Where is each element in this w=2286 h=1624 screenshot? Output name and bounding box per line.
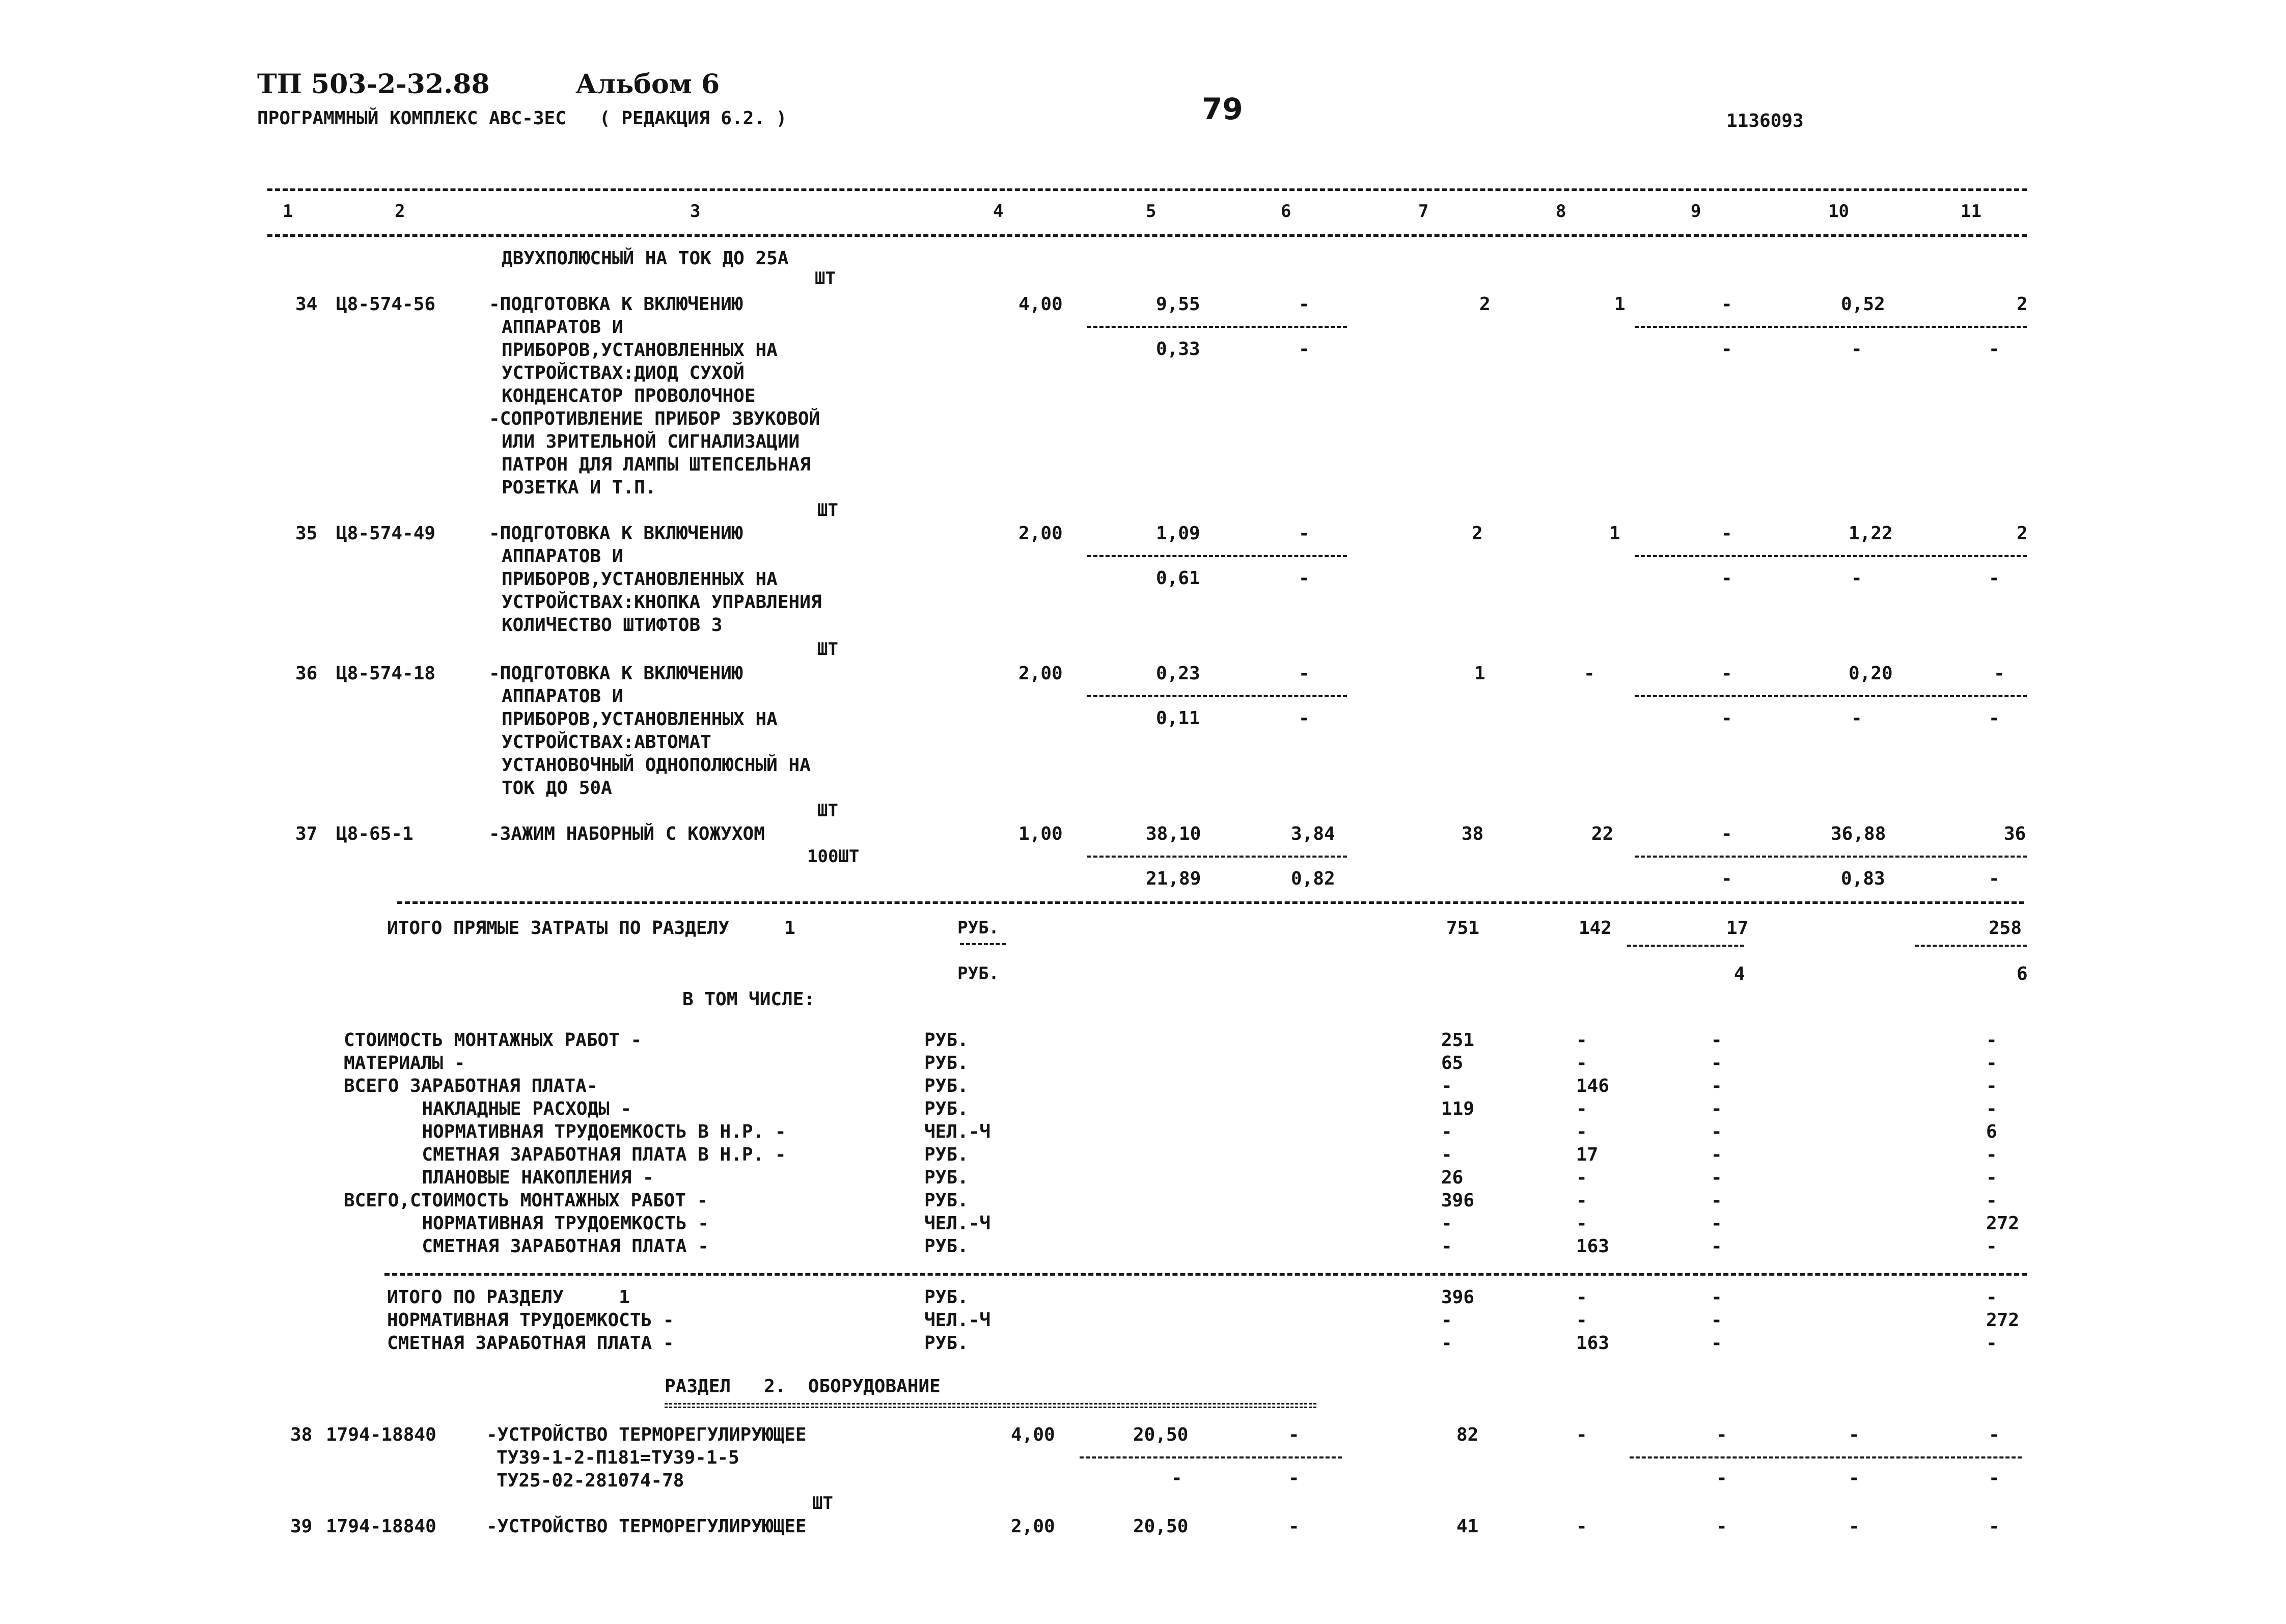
item-desc-line: РОЗЕТКА И Т.П. [502, 477, 656, 498]
cell-col11-b: - [1989, 1468, 2000, 1489]
cell-col11-b: - [1989, 708, 2000, 729]
breakdown-col9: - [1711, 1098, 1722, 1119]
cell-col5: 38,10 [1146, 823, 1201, 844]
item-desc-line: КОНДЕНСАТОР ПРОВОЛОЧНОЕ [502, 386, 756, 406]
item-desc-line: АППАРАТОВ И [502, 686, 623, 707]
breakdown-col8: - [1576, 1030, 1587, 1051]
item-qty: 4,00 [1011, 1424, 1055, 1445]
fraction-rule [1630, 1456, 2022, 1458]
section-total-col9: - [1711, 1310, 1722, 1331]
fraction-rule [1627, 945, 1744, 947]
section-total-unit: ЧЕЛ.-Ч [924, 1310, 991, 1331]
item-desc-line: ТУ25-02-281074-78 [497, 1470, 684, 1491]
col-6: 6 [1281, 201, 1291, 222]
item-desc-line: -УСТРОЙСТВО ТЕРМОРЕГУЛИРУЮЩЕЕ [486, 1424, 807, 1445]
breakdown-col11: 272 [1986, 1213, 2020, 1234]
breakdown-col11: - [1986, 1030, 1997, 1051]
cell-col10-b: - [1851, 339, 1862, 360]
section-total-unit: РУБ. [924, 1287, 969, 1308]
breakdown-col9: - [1711, 1213, 1722, 1234]
fraction-rule [1635, 555, 2027, 557]
section-total-label: НОРМАТИВНАЯ ТРУДОЕМКОСТЬ - [387, 1310, 674, 1331]
cell-col8: 1 [1614, 294, 1626, 315]
col-8: 8 [1556, 201, 1566, 222]
cell-col5-b: 21,89 [1146, 868, 1201, 889]
fraction-rule [1635, 326, 2027, 328]
section2-title: РАЗДЕЛ 2. ОБОРУДОВАНИЕ [665, 1376, 941, 1397]
item-number: 38 [290, 1424, 313, 1445]
unit-label: 100ШТ [807, 846, 860, 867]
unit-label: ШТ [817, 500, 838, 520]
section-total-col11: - [1986, 1287, 1997, 1308]
col-4: 4 [993, 201, 1004, 222]
breakdown-col8: 163 [1576, 1236, 1610, 1257]
unit-label: ШТ [817, 801, 838, 821]
total-direct-col8: 142 [1579, 918, 1612, 939]
total-direct-col7: 751 [1446, 918, 1480, 939]
breakdown-col11: - [1986, 1167, 1997, 1188]
cell-col7: 41 [1456, 1516, 1479, 1537]
cell-col11-b: - [1989, 868, 2000, 889]
col-3: 3 [690, 201, 701, 222]
total-direct-col11-b: 6 [2017, 964, 2028, 984]
item-desc-line: -ПОДГОТОВКА К ВКЛЮЧЕНИЮ [489, 663, 743, 684]
cell-col6-b: - [1299, 708, 1310, 729]
breakdown-col8: - [1576, 1053, 1587, 1074]
breakdown-unit: РУБ. [924, 1053, 969, 1074]
col-5: 5 [1146, 201, 1156, 222]
cell-col10-b: - [1849, 1468, 1860, 1489]
total-direct-unit: РУБ. [957, 918, 999, 938]
breakdown-col9: - [1711, 1144, 1722, 1165]
breakdown-col9: - [1711, 1053, 1722, 1074]
header-bottom-rule [267, 234, 2027, 237]
cell-col7: 2 [1479, 294, 1491, 315]
item-desc-line: ПАТРОН ДЛЯ ЛАМПЫ ШТЕПСЕЛЬНАЯ [502, 454, 811, 475]
breakdown-label: ВСЕГО ЗАРАБОТНАЯ ПЛАТА- [344, 1076, 598, 1096]
cell-col5: 20,50 [1133, 1424, 1189, 1445]
breakdown-unit: РУБ. [924, 1076, 969, 1096]
breakdown-col7: - [1441, 1121, 1452, 1142]
cell-col6: - [1288, 1516, 1300, 1537]
cell-col5-b: 0,11 [1156, 708, 1200, 729]
section-underline [665, 1407, 1316, 1408]
section-total-col7: 396 [1441, 1287, 1475, 1308]
section-total-col7: - [1441, 1333, 1452, 1354]
breakdown-col7: 396 [1441, 1190, 1475, 1211]
cell-col11: 36 [2004, 823, 2026, 844]
col-11: 11 [1961, 201, 1981, 222]
cell-col9-b: - [1721, 868, 1732, 889]
breakdown-col7: - [1441, 1144, 1452, 1165]
cell-col6-b: 0,82 [1291, 868, 1335, 889]
cell-col6: 3,84 [1291, 823, 1335, 844]
breakdown-label: ПЛАНОВЫЕ НАКОПЛЕНИЯ - [400, 1167, 654, 1188]
fraction-rule [960, 943, 1006, 945]
item-qty: 2,00 [1018, 663, 1063, 684]
item-desc-line: -ПОДГОТОВКА К ВКЛЮЧЕНИЮ [489, 523, 743, 544]
unit-label: ШТ [812, 1493, 833, 1513]
cell-col10: 0,20 [1849, 663, 1893, 684]
breakdown-col7: 65 [1441, 1053, 1464, 1074]
section-total-col9: - [1711, 1287, 1722, 1308]
cell-col9: - [1721, 823, 1732, 844]
item-desc-line: УСТАНОВОЧНЫЙ ОДНОПОЛЮСНЫЙ НА [502, 755, 811, 776]
cell-col10: - [1849, 1516, 1860, 1537]
item-qty: 4,00 [1018, 294, 1063, 315]
cell-col9: - [1721, 663, 1732, 684]
breakdown-col11: - [1986, 1076, 1997, 1096]
cell-col9-b: - [1721, 568, 1732, 589]
breakdown-col11: 6 [1986, 1121, 1997, 1142]
breakdown-col8: - [1576, 1213, 1587, 1234]
cell-col11: - [1989, 1516, 2000, 1537]
cell-col9-b: - [1721, 708, 1732, 729]
table-top-rule [267, 188, 2027, 191]
breakdown-col8: - [1576, 1121, 1587, 1142]
fraction-rule [1915, 945, 2027, 947]
breakdown-col9: - [1711, 1076, 1722, 1096]
cell-col7: 2 [1472, 523, 1483, 544]
breakdown-unit: РУБ. [924, 1030, 969, 1051]
cell-col10: - [1849, 1424, 1860, 1445]
breakdown-col7: - [1441, 1076, 1452, 1096]
item-code: Ц8-574-18 [336, 663, 436, 684]
item-desc-line: -СОПРОТИВЛЕНИЕ ПРИБОР ЗВУКОВОЙ [489, 408, 820, 429]
breakdown-label: СМЕТНАЯ ЗАРАБОТНАЯ ПЛАТА - [400, 1236, 709, 1257]
fraction-rule [1635, 695, 2027, 697]
doc-code: ТП 503-2-32.88 [257, 69, 490, 100]
cell-col9: - [1716, 1516, 1727, 1537]
inventory-number: 1136093 [1726, 111, 1804, 131]
cell-col10: 1,22 [1849, 523, 1893, 544]
breakdown-unit: РУБ. [924, 1167, 969, 1188]
section-totals-rule [384, 1273, 2027, 1276]
col-1: 1 [283, 201, 293, 222]
section-total-label: СМЕТНАЯ ЗАРАБОТНАЯ ПЛАТА - [387, 1333, 674, 1354]
breakdown-col8: 146 [1576, 1076, 1610, 1096]
section-total-col7: - [1441, 1310, 1452, 1331]
cell-col8: - [1576, 1424, 1587, 1445]
item-number: 39 [290, 1516, 313, 1537]
breakdown-col11: - [1986, 1236, 1997, 1257]
cell-col11-b: - [1989, 568, 2000, 589]
cell-col11: - [1989, 1424, 2000, 1445]
item-desc-line: -УСТРОЙСТВО ТЕРМОРЕГУЛИРУЮЩЕЕ [486, 1516, 807, 1537]
breakdown-col11: - [1986, 1053, 1997, 1074]
cell-col5-b: - [1171, 1468, 1182, 1489]
cell-col8: - [1584, 663, 1595, 684]
fraction-rule [1080, 1456, 1342, 1458]
item-desc-line: ПРИБОРОВ,УСТАНОВЛЕННЫХ НА [502, 340, 778, 361]
item-number: 35 [295, 523, 318, 544]
item-desc-line: -ПОДГОТОВКА К ВКЛЮЧЕНИЮ [489, 294, 743, 315]
section-total-col8: - [1576, 1287, 1587, 1308]
item-code: 1794-18840 [326, 1516, 436, 1537]
cell-col8: 1 [1609, 523, 1620, 544]
total-direct-col9: 17 [1726, 918, 1749, 939]
breakdown-col7: - [1441, 1213, 1452, 1234]
fraction-rule [1087, 856, 1347, 858]
cell-col11-b: - [1989, 339, 2000, 360]
breakdown-col8: - [1576, 1098, 1587, 1119]
cell-col6: - [1299, 523, 1310, 544]
breakdown-unit: РУБ. [924, 1190, 969, 1211]
item-desc-line: ПРИБОРОВ,УСТАНОВЛЕННЫХ НА [502, 569, 778, 590]
item-desc-line: ИЛИ ЗРИТЕЛЬНОЙ СИГНАЛИЗАЦИИ [502, 431, 800, 452]
cell-col5: 20,50 [1133, 1516, 1189, 1537]
cell-col6-b: - [1299, 339, 1310, 360]
item-desc-line: УСТРОЙСТВАХ:АВТОМАТ [502, 732, 711, 753]
section-total-col8: - [1576, 1310, 1587, 1331]
cell-col10-b: 0,83 [1841, 868, 1885, 889]
breakdown-unit: РУБ. [924, 1236, 969, 1257]
breakdown-label: ВСЕГО,СТОИМОСТЬ МОНТАЖНЫХ РАБОТ - [344, 1190, 708, 1211]
item-number: 37 [295, 823, 318, 844]
cell-col7: 82 [1456, 1424, 1479, 1445]
item-desc-line: АППАРАТОВ И [502, 317, 623, 338]
program-subtitle: ПРОГРАММНЫЙ КОМПЛЕКС АВС-ЗЕС ( РЕДАКЦИЯ 6.2. ) [257, 108, 787, 129]
cell-col9-b: - [1721, 339, 1732, 360]
album-label: Альбом 6 [575, 69, 720, 100]
breakdown-col9: - [1711, 1167, 1722, 1188]
breakdown-col9: - [1711, 1236, 1722, 1257]
breakdown-label: МАТЕРИАЛЫ - [344, 1053, 465, 1074]
item-code: 1794-18840 [326, 1424, 436, 1445]
total-direct-label: ИТОГО ПРЯМЫЕ ЗАТРАТЫ ПО РАЗДЕЛУ 1 [387, 918, 795, 939]
breakdown-col11: - [1986, 1190, 1997, 1211]
section-total-col11: - [1986, 1333, 1997, 1354]
item-qty: 2,00 [1011, 1516, 1055, 1537]
fraction-rule [1087, 555, 1347, 557]
cell-col5: 9,55 [1156, 294, 1200, 315]
fraction-rule [1635, 856, 2027, 858]
breakdown-col8: - [1576, 1190, 1587, 1211]
section-total-label: ИТОГО ПО РАЗДЕЛУ 1 [387, 1287, 630, 1308]
item-desc-line: ТОК ДО 50А [502, 778, 612, 799]
col-7: 7 [1418, 201, 1429, 222]
item-desc-line: УСТРОЙСТВАХ:КНОПКА УПРАВЛЕНИЯ [502, 592, 822, 613]
cell-col11: 2 [2017, 523, 2028, 544]
cell-col9-b: - [1716, 1468, 1727, 1489]
item-desc-line: КОЛИЧЕСТВО ШТИФТОВ 3 [502, 615, 723, 636]
breakdown-unit: РУБ. [924, 1144, 969, 1165]
item-number: 36 [295, 663, 318, 684]
breakdown-col8: - [1576, 1167, 1587, 1188]
breakdown-label: СМЕТНАЯ ЗАРАБОТНАЯ ПЛАТА В Н.Р. - [400, 1144, 786, 1165]
cell-col10-b: - [1851, 568, 1862, 589]
item-desc-line: ТУ39-1-2-П181=ТУ39-1-5 [497, 1447, 739, 1468]
cell-col7: 1 [1474, 663, 1485, 684]
section-underline [665, 1403, 1316, 1405]
breakdown-col7: - [1441, 1236, 1452, 1257]
col-2: 2 [395, 201, 405, 222]
item-desc-line: АППАРАТОВ И [502, 546, 623, 567]
fraction-rule [1087, 695, 1347, 697]
cell-col7: 38 [1462, 823, 1484, 844]
unit-label: ШТ [817, 639, 838, 659]
col-10: 10 [1828, 201, 1849, 222]
breakdown-label: НОРМАТИВНАЯ ТРУДОЕМКОСТЬ - [400, 1213, 709, 1234]
breakdown-unit: ЧЕЛ.-Ч [924, 1121, 991, 1142]
breakdown-col8: 17 [1576, 1144, 1599, 1165]
breakdown-col7: 26 [1441, 1167, 1464, 1188]
breakdown-label: НОРМАТИВНАЯ ТРУДОЕМКОСТЬ В Н.Р. - [400, 1121, 786, 1142]
cell-col6: - [1299, 663, 1310, 684]
item-number: 34 [295, 294, 318, 315]
cell-col9: - [1716, 1424, 1727, 1445]
item-desc-line: УСТРОЙСТВАХ:ДИОД СУХОЙ [502, 363, 745, 383]
cell-col11: - [1994, 663, 2005, 684]
cell-col9: - [1721, 294, 1732, 315]
section-total-col11: 272 [1986, 1310, 2020, 1331]
cell-col8: 22 [1591, 823, 1614, 844]
breakdown-label: НАКЛАДНЫЕ РАСХОДЫ - [400, 1098, 632, 1119]
cell-col11: 2 [2017, 294, 2028, 315]
breakdown-col11: - [1986, 1144, 1997, 1165]
cell-col5-b: 0,33 [1156, 339, 1200, 360]
total-direct-unit-b: РУБ. [957, 964, 999, 984]
col-9: 9 [1691, 201, 1701, 222]
cell-col6-b: - [1299, 568, 1310, 589]
page-number: 79 [1202, 92, 1243, 126]
item-qty: 2,00 [1018, 523, 1063, 544]
breakdown-col9: - [1711, 1030, 1722, 1051]
unit-label: ШТ [815, 268, 836, 289]
continuation-text: ДВУХПОЛЮСНЫЙ НА ТОК ДО 25А [502, 248, 789, 269]
section-total-col8: 163 [1576, 1333, 1610, 1354]
cell-col8: - [1576, 1516, 1587, 1537]
cell-col6: - [1288, 1424, 1300, 1445]
total-direct-col9-b: 4 [1734, 964, 1745, 984]
item-desc-line: ПРИБОРОВ,УСТАНОВЛЕННЫХ НА [502, 709, 778, 730]
breakdown-col9: - [1711, 1190, 1722, 1211]
item-code: Ц8-574-56 [336, 294, 436, 315]
total-direct-col11: 258 [1989, 918, 2022, 939]
item-code: Ц8-574-49 [336, 523, 436, 544]
breakdown-col7: 119 [1441, 1098, 1475, 1119]
breakdown-col7: 251 [1441, 1030, 1475, 1051]
cell-col6-b: - [1288, 1468, 1300, 1489]
breakdown-label: СТОИМОСТЬ МОНТАЖНЫХ РАБОТ - [344, 1030, 642, 1051]
breakdown-unit: РУБ. [924, 1098, 969, 1119]
cell-col6: - [1299, 294, 1310, 315]
including-heading: В ТОМ ЧИСЛЕ: [682, 989, 815, 1010]
item-code: Ц8-65-1 [336, 823, 414, 844]
breakdown-unit: ЧЕЛ.-Ч [924, 1213, 991, 1234]
item-desc-line: -ЗАЖИМ НАБОРНЫЙ С КОЖУХОМ [489, 823, 765, 844]
section-total-col9: - [1711, 1333, 1722, 1354]
section-total-unit: РУБ. [924, 1333, 969, 1354]
breakdown-col11: - [1986, 1098, 1997, 1119]
cell-col10-b: - [1851, 708, 1862, 729]
cell-col10: 36,88 [1831, 823, 1886, 844]
cell-col10: 0,52 [1841, 294, 1885, 315]
totals-rule [397, 901, 2024, 904]
cell-col9: - [1721, 523, 1732, 544]
cell-col5: 1,09 [1156, 523, 1200, 544]
breakdown-col9: - [1711, 1121, 1722, 1142]
cell-col5: 0,23 [1156, 663, 1200, 684]
fraction-rule [1087, 326, 1347, 328]
item-qty: 1,00 [1018, 823, 1063, 844]
cell-col5-b: 0,61 [1156, 568, 1200, 589]
